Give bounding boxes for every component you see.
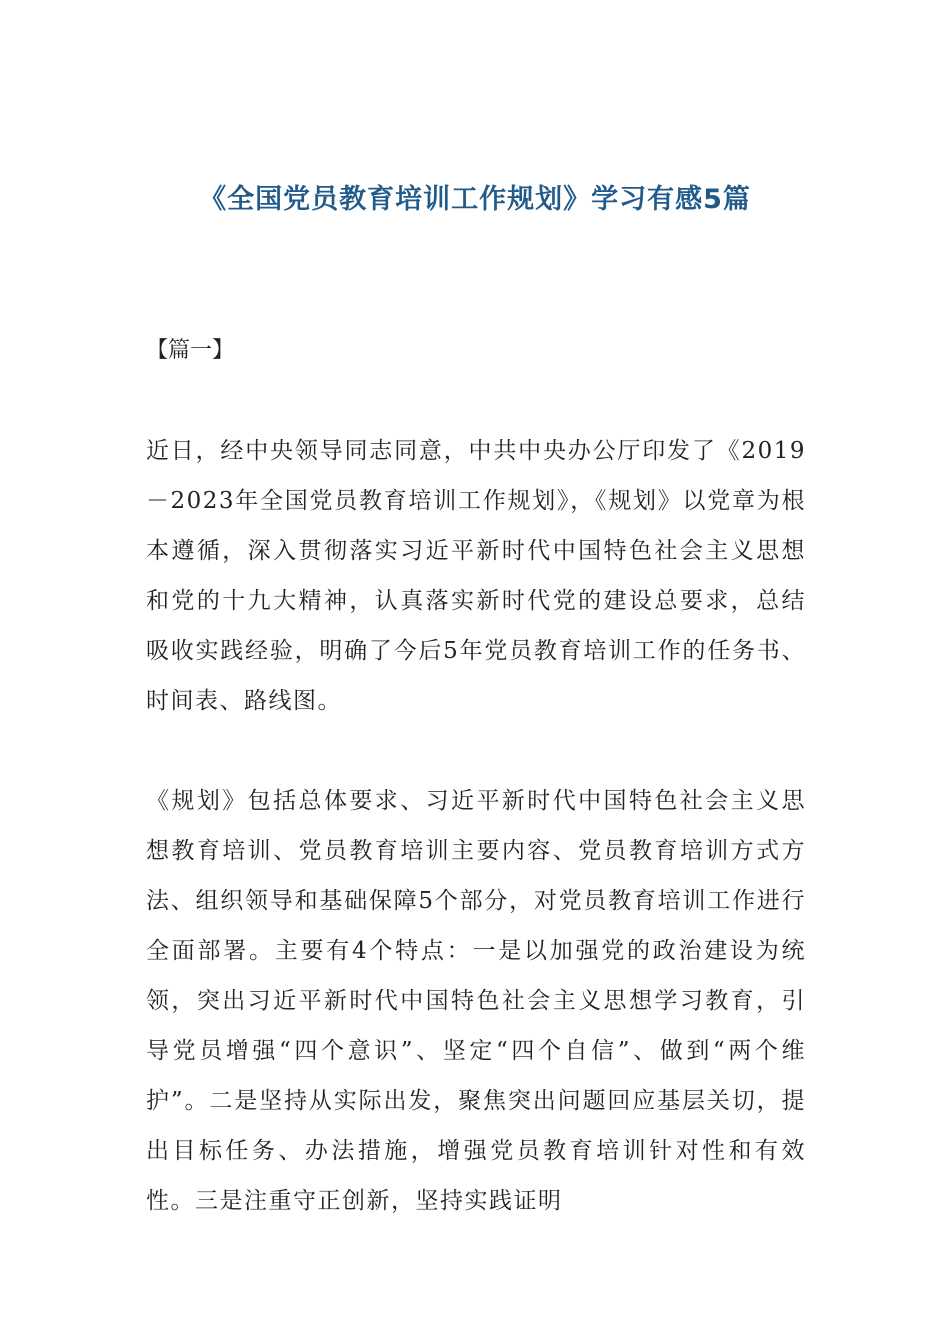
paragraph-1: 近日，经中央领导同志同意，中共中央办公厅印发了《2019－2023年全国党员教育培训工作规划》，《规划》以党章为根本遵循，深入贯彻落实习近平新时代中国特色社会主义思想和党的十九大精神，认真落实新时代党的建设总要求，总结吸收实践经验，明确了今后5年党员教育培训工作的任务书、时间表、路线图。	[146, 438, 806, 714]
document-title: 《全国党员教育培训工作规划》学习有感5篇	[199, 184, 751, 215]
section-label: 【篇一】	[146, 338, 235, 363]
paragraph-2: 《规划》包括总体要求、习近平新时代中国特色社会主义思想教育培训、党员教育培训主要内容、党员教育培训方式方法、组织领导和基础保障5个部分，对党员教育培训工作进行全面部署。主要有4个特点：一是以加强党的政治建设为统领，突出习近平新时代中国特色社会主义思想学习教育，引导党员增强“四个意识”、坚定“四个自信”、做到“两个维护”。二是坚持从实际出发，聚焦突出问题回应基层关切，提出目标任务、办法措施，增强党员教育培训针对性和有效性。三是注重守正创新，坚持实践证明	[146, 788, 806, 1214]
